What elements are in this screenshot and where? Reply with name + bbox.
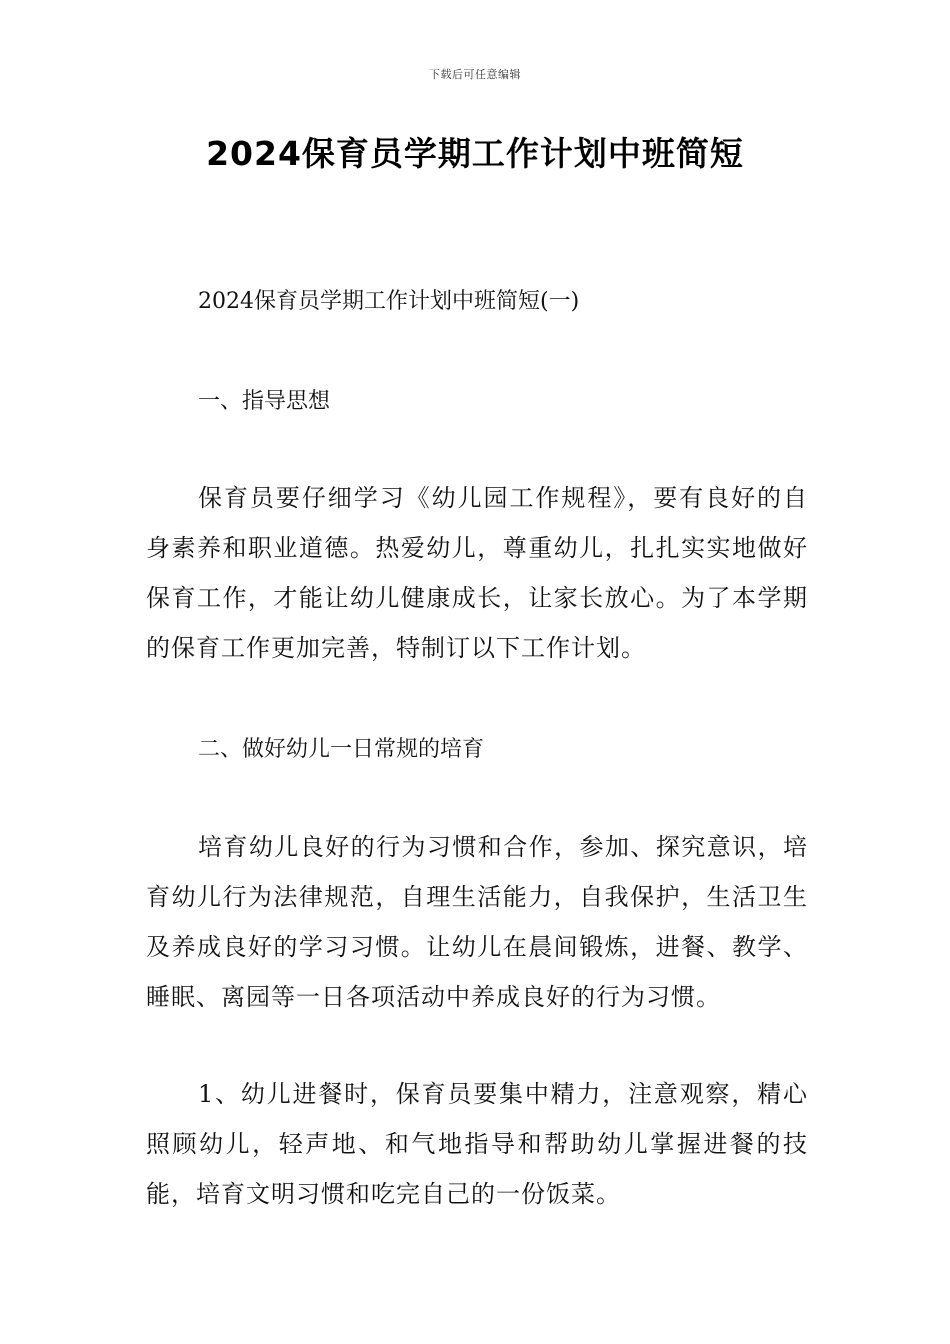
section-paragraph-guiding-thought: 保育员要仔细学习《幼儿园工作规程》，要有良好的自身素养和职业道德。热爱幼儿，尊重幼儿，扎扎实实地做好保育工作，才能让幼儿健康成长，让家长放心。为了本学期的保育工作更加完善，特制订以下工作计划。 xyxy=(146,484,808,662)
document-subtitle: 2024保育员学期工作计划中班简短(一) xyxy=(198,289,580,314)
section-heading-daily-routine: 二、做好幼儿一日常规的培育 xyxy=(198,737,485,762)
section-paragraph-daily-routine: 培育幼儿良好的行为习惯和合作，参加、探究意识，培育幼儿行为法律规范，自理生活能力，自我保护，生活卫生及养成良好的学习习惯。让幼儿在晨间锻炼，进餐、教学、睡眠、离园等一日各项活动中养成良好的行为习惯。 xyxy=(146,833,808,1011)
document-title: 2024保育员学期工作计划中班简短 xyxy=(206,134,744,173)
header-note: 下载后可任意编辑 xyxy=(429,68,521,81)
list-item-meal-time: 1、幼儿进餐时，保育员要集中精力，注意观察，精心照顾幼儿，轻声地、和气地指导和帮助幼儿掌握进餐的技能，培育文明习惯和吃完自己的一份饭菜。 xyxy=(146,1080,808,1208)
section-heading-guiding-thought: 一、指导思想 xyxy=(198,389,331,414)
